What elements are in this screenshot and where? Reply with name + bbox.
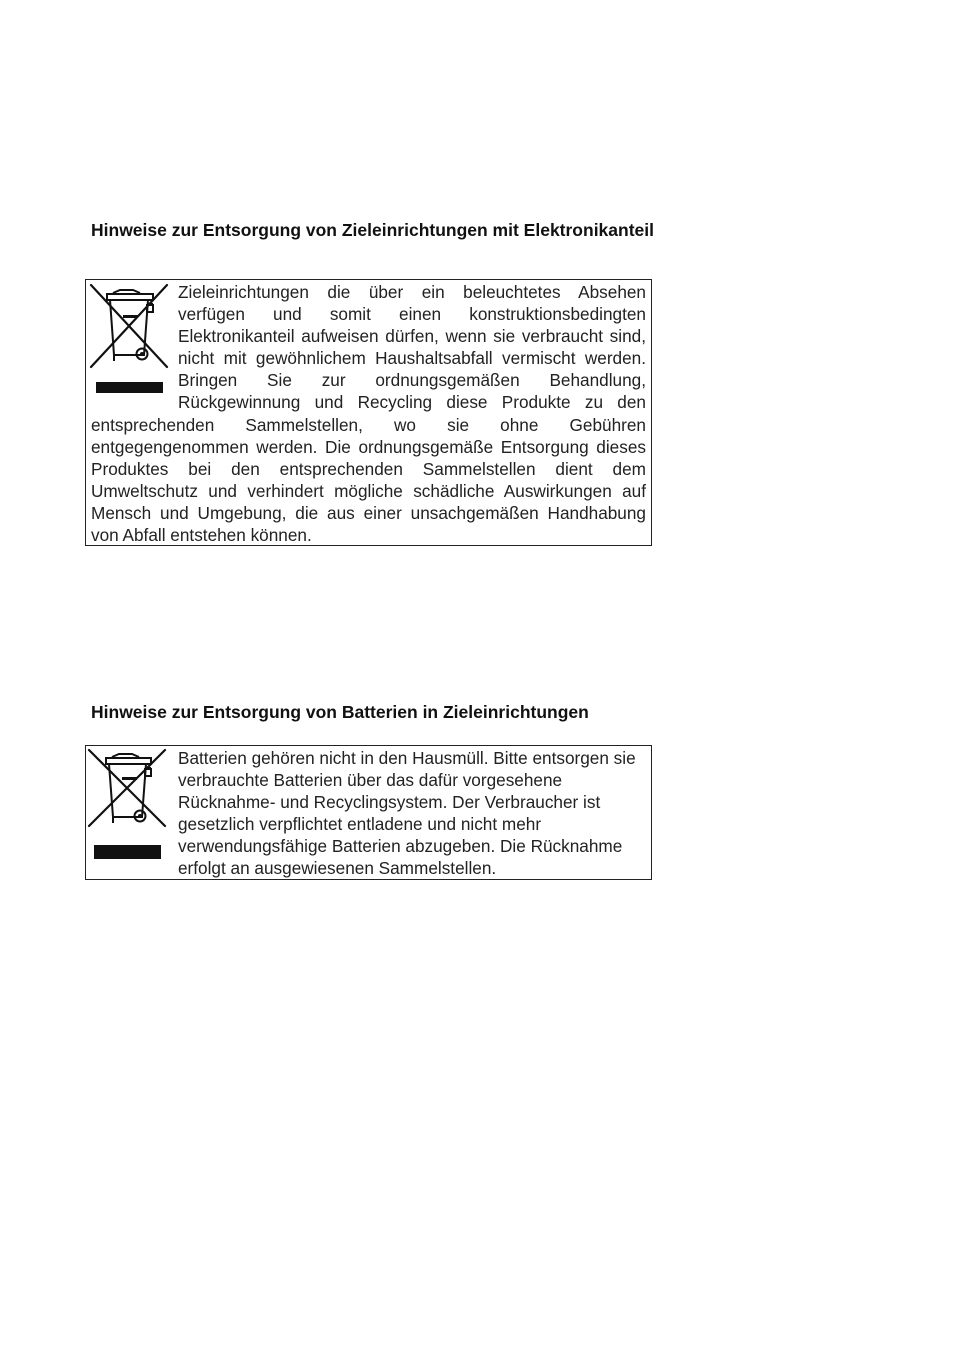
crossed-out-wheelie-bin-icon: [87, 747, 173, 873]
section-heading-batteries: Hinweise zur Entsorgung von Batterien in Zieleinrichtungen: [91, 702, 589, 722]
section-heading-electronics: Hinweise zur Entsorgung von Zieleinrichtungen mit Elektronikanteil: [91, 220, 654, 240]
disposal-notice-electronics: [85, 279, 652, 546]
crossed-out-wheelie-bin-icon: [87, 281, 173, 401]
notice-text-electronics: Zieleinrichtungen die über ein beleuchtetes Absehen verfügen und somit einen konstruktionsbedingten Elektronikanteil aufweisen dürfen, wenn sie verbraucht sind, nicht mit gewöhnlichem Haushaltsabfall vermischt werden. Bringen Sie zur ordnungsgemäßen Behandlung, Rückgewinnung und Recycling diese Produkte zu den entsprechenden Sammelstellen, wo sie ohne Gebühren entgegengenommen werden. Die ordnungsgemäße Entsorgung dieses Produktes bei den entsprechenden Sammelstellen dient dem Umweltschutz und verhindert mögliche schädliche Auswirkungen auf Mensch und Umgebung, die aus einer unsachgemäßen Handhabung von Abfall entstehen können.: [91, 282, 646, 546]
disposal-notice-batteries: [85, 745, 652, 880]
notice-text-batteries: Batterien gehören nicht in den Hausmüll. Bitte entsorgen sie verbrauchte Batterien über das dafür vorgesehene Rücknahme- und Recyclingsystem. Der Verbraucher ist gesetzlich verpflichtet entladene und nicht mehr verwendungsfähige Batterien abzugeben. Die Rücknahme erfolgt an ausgewiesenen Sammelstellen.: [178, 748, 636, 879]
